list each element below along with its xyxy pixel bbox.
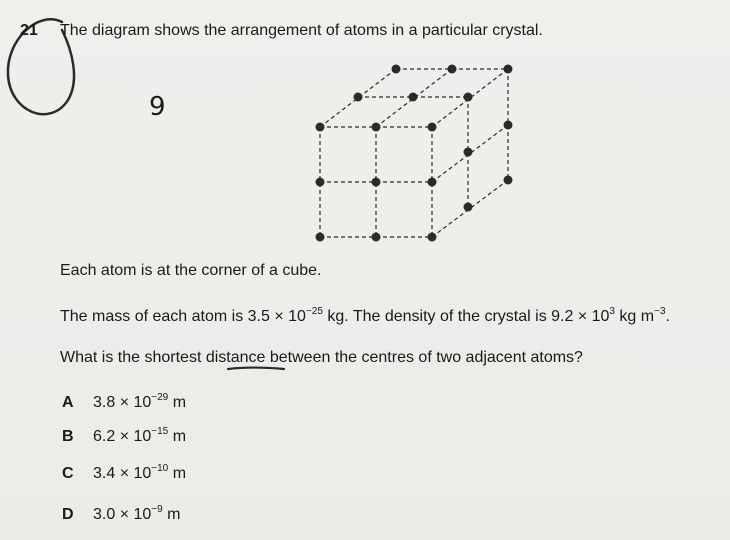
option-exponent: −10 — [151, 463, 169, 474]
option-unit: m — [162, 506, 181, 523]
option-letter: D — [62, 506, 74, 523]
atom — [464, 148, 473, 157]
atom — [316, 233, 325, 242]
option-a[interactable] — [62, 394, 74, 412]
atom — [428, 178, 437, 187]
option-coefficient: 3.4 × 10 — [93, 465, 152, 482]
atoms — [316, 65, 513, 242]
corner-note: Each atom is at the corner of a cube. — [60, 262, 322, 279]
atom — [372, 123, 381, 132]
mass-unit-text: kg. The density of the crystal is — [322, 308, 552, 325]
option-letter: A — [62, 394, 74, 411]
option-coefficient: 6.2 × 10 — [93, 428, 152, 445]
atom — [354, 93, 363, 102]
option-exponent: −15 — [151, 426, 169, 437]
atom — [428, 233, 437, 242]
question-stem: The diagram shows the arrangement of atoms in a particular crystal. — [60, 22, 543, 39]
density-unit-exponent: −3 — [654, 306, 666, 317]
mass-value: 3.5 × 10 — [247, 308, 306, 325]
atom — [392, 65, 401, 74]
atom — [464, 93, 473, 102]
option-exponent: −29 — [151, 392, 169, 403]
atom — [409, 93, 418, 102]
density-unit: kg m — [614, 308, 655, 325]
atom — [372, 233, 381, 242]
option-coefficient: 3.0 × 10 — [93, 506, 152, 523]
option-letter: C — [62, 465, 74, 482]
option-d[interactable] — [62, 506, 74, 524]
atom — [428, 123, 437, 132]
option-d-value — [93, 506, 180, 524]
handwritten-underline — [228, 368, 284, 370]
option-unit: m — [168, 465, 187, 482]
option-unit: m — [168, 394, 187, 411]
question-ask: What is the shortest distance between the centres of two adjacent atoms? — [60, 349, 583, 366]
handwritten-mark: 9 — [149, 92, 166, 122]
density-value: 9.2 × 10 — [551, 308, 610, 325]
atom — [464, 203, 473, 212]
option-c[interactable] — [62, 465, 74, 483]
atom — [316, 178, 325, 187]
mass-exponent: −25 — [305, 306, 323, 317]
density-end: . — [665, 308, 670, 325]
question-number: 21 — [20, 22, 38, 39]
option-unit: m — [168, 428, 187, 445]
atom — [316, 123, 325, 132]
atom — [504, 176, 513, 185]
atom — [372, 178, 381, 187]
atom — [448, 65, 457, 74]
option-c-value — [93, 465, 186, 483]
option-a-value — [93, 394, 186, 412]
atom — [504, 121, 513, 130]
mass-text: The mass of each atom is — [60, 308, 248, 325]
density-exponent: 3 — [609, 306, 615, 317]
option-b[interactable] — [62, 428, 74, 446]
option-exponent: −9 — [151, 504, 163, 515]
option-coefficient: 3.8 × 10 — [93, 394, 152, 411]
option-letter: B — [62, 428, 74, 445]
atom — [504, 65, 513, 74]
mass-density-line — [60, 308, 670, 326]
crystal-lattice-diagram — [300, 55, 540, 255]
option-b-value — [93, 428, 186, 446]
